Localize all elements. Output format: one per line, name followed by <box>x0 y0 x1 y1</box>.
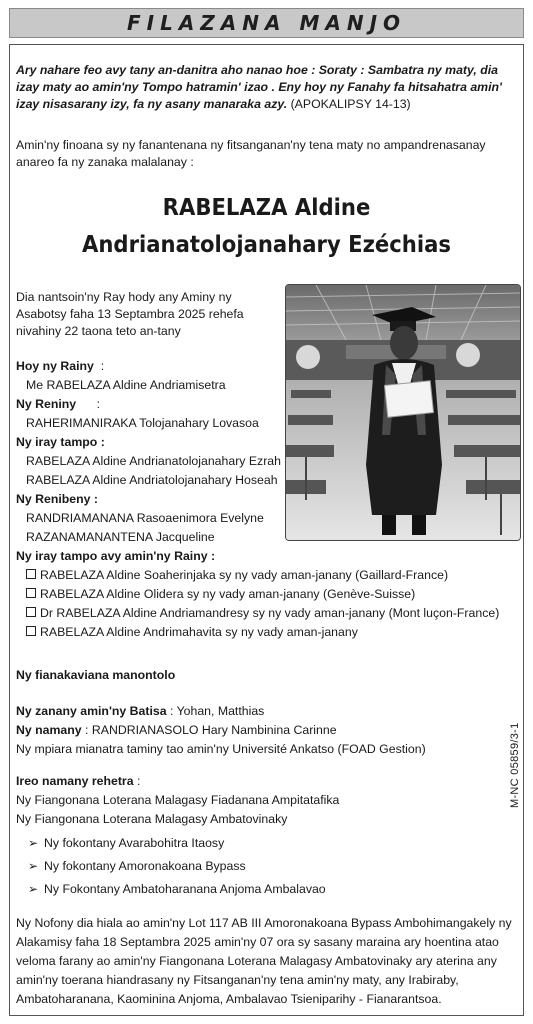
godchildren-row <box>16 702 516 721</box>
bible-verse <box>16 62 516 113</box>
sibling-name: RABELAZA Aldine Andrianatolojanahary Ezrah <box>26 454 281 468</box>
verse-text: Ary nahare feo avy tany an-danitra aho nanao hoe : Soraty : Sambatra ny maty, dia izay maty ao amin'ny Tompo hatramin' izao . Eny hoy ny Fanahy fa hitsahatra amin' izay nisasarany izy, fa ny asany manaraka azy. <box>16 63 502 111</box>
friends-names: : RANDRIANASOLO Hary Nambinina Carinne <box>85 723 337 737</box>
intro-text: Amin'ny finoana sy ny fanantenana ny fitsanganan'ny tena maty no ampandrenasanay anareo fa ny zanaka malalanay : <box>16 138 486 169</box>
grandmother-name: RAZANAMANANTENA Jacqueline <box>26 530 215 544</box>
sibling-name: RABELAZA Aldine Andriatolojanahary Hoseah <box>26 473 278 487</box>
mother-label: Ny Reniny <box>16 397 77 411</box>
church-name: Ny Fiangonana Loterana Malagasy Ambatovinaky <box>16 812 288 826</box>
arrow-bullet-icon: ➢ <box>28 836 39 850</box>
relations-list <box>16 702 516 759</box>
friends-label: Ny namany <box>16 723 82 737</box>
paternal-relatives-label: Ny iray tampo avy amin'ny Rainy : <box>16 549 216 563</box>
notice-header <box>9 8 524 38</box>
fokontany-list <box>16 832 516 901</box>
classmates-row: Ny mpiara mianatra taminy tao amin'ny Université Ankatso (FOAD Gestion) <box>16 742 426 756</box>
father-name: Me RABELAZA Aldine Andriamisetra <box>26 378 226 392</box>
mother-sep: : <box>96 397 101 411</box>
paternal-relative: RABELAZA Aldine Andrimahavita sy ny vady aman-janany <box>16 623 516 642</box>
paternal-relative: RABELAZA Aldine Soaherinjaka sy ny vady aman-janany (Gaillard-France) <box>16 566 516 585</box>
family-list <box>16 357 516 642</box>
arrow-bullet-icon: ➢ <box>28 882 39 896</box>
fokontany-item: ➢ Ny fokontany Avarabohitra Itaosy <box>28 832 516 855</box>
all-friends-row <box>16 772 516 791</box>
friends-row <box>16 721 516 740</box>
header-title: FILAZANA MANJO <box>126 11 407 35</box>
paternal-relative: RABELAZA Aldine Olidera sy ny vady aman-janany (Genève-Suisse) <box>16 585 516 604</box>
deceased-name-line1: RABELAZA Aldine <box>162 195 371 221</box>
godchildren-names: : Yohan, Matthias <box>169 704 265 718</box>
fokontany-item: ➢ Ny Fokontany Ambatoharanana Anjoma Ambalavao <box>28 878 516 901</box>
mother-name: RAHERIMANIRAKA Tolojanahary Lovasoa <box>26 416 259 430</box>
checkbox-bullet-icon <box>26 569 36 579</box>
notice-code: M-NC 05859/3-1 <box>509 722 521 808</box>
extended-family <box>16 666 516 685</box>
death-notice: Dia nantsoin'ny Ray hody any Aminy ny Asabotsy faha 13 Septambra 2025 rehefa nivahiny 22 taona teto an-tany <box>16 290 244 338</box>
verse-reference: (APOKALIPSY 14-13) <box>290 97 411 111</box>
father-sep: : <box>100 359 105 373</box>
grandmother-name: RANDRIAMANANA Rasoaenimora Evelyne <box>26 511 264 525</box>
siblings-label: Ny iray tampo : <box>16 435 105 449</box>
all-friends-sep: : <box>136 774 141 788</box>
checkbox-bullet-icon <box>26 588 36 598</box>
father-label: Hoy ny Rainy <box>16 359 94 373</box>
deceased-name-line2: Andrianatolojanahary Ezéchias <box>81 232 452 258</box>
grandmothers-label: Ny Renibeny : <box>16 492 98 506</box>
church-name: Ny Fiangonana Loterana Malagasy Fiadanana Ampitatafika <box>16 793 340 807</box>
checkbox-bullet-icon <box>26 626 36 636</box>
paternal-relative: Dr RABELAZA Aldine Andriamandresy sy ny vady aman-janany (Mont luçon-France) <box>16 604 516 623</box>
father-row <box>16 357 516 376</box>
all-friends-list <box>16 772 516 901</box>
funeral-details: Ny Nofony dia hiala ao amin'ny Lot 117 AB III Amoronakoana Bypass Ambohimangakely ny Alakamisy faha 18 Septambra 2025 amin'ny 07 ora sy sasany maraina ary hoentina atao veloma farany ao amin'ny Fiangonana Loterana Malagasy Ambatovinaky ary aterina any amin'ny toerana hiandrasany ny Fitsanganan'ny tena amin'ny maty, any Irabiraby, Ambatoharanana, Kaominina Anjoma, Ambalavao Tsieniparihy - Fianarantsoa. <box>16 916 512 1006</box>
godchildren-label: Ny zanany amin'ny Batisa <box>16 704 167 718</box>
arrow-bullet-icon: ➢ <box>28 859 39 873</box>
fokontany-item: ➢ Ny fokontany Amoronakoana Bypass <box>28 855 516 878</box>
checkbox-bullet-icon <box>26 607 36 617</box>
deceased-name <box>30 190 504 264</box>
mother-row <box>16 395 516 414</box>
all-friends-label: Ireo namany rehetra <box>16 774 134 788</box>
section-heading: Ny fianakaviana manontolo <box>16 668 176 682</box>
